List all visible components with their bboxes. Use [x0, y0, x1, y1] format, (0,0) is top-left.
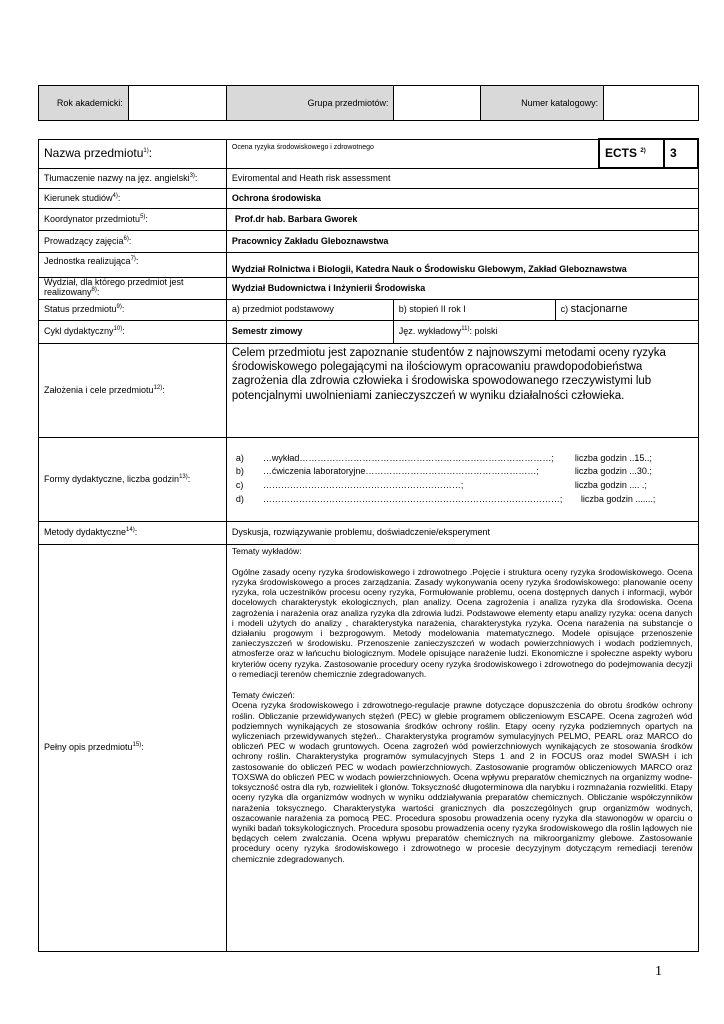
koordynator-value: Prof.dr hab. Barbara Gworek: [226, 208, 698, 230]
tlumaczenie-label: Tłumaczenie nazwy na jęz. angielski$^{3)}$:: [39, 168, 227, 188]
row-tlumaczenie: [39, 168, 699, 188]
wydzial-value: Wydział Budownictwa i Inżynierii Środowiska: [226, 277, 698, 299]
row-opis: [39, 544, 699, 951]
row-kierunek: [39, 188, 699, 208]
grupa-przedmiotow-label: Grupa przedmiotów:: [226, 86, 394, 121]
row-metody: [39, 521, 699, 544]
row-cykl: [39, 320, 699, 343]
row-zalozenia: [39, 343, 699, 437]
metody-value: Dyskusja, rozwiązywanie problemu, doświadczenie/eksperyment: [226, 521, 698, 544]
numer-katalogowy-field[interactable]: [604, 86, 699, 121]
wydzial-label: Wydział, dla którego przedmiot jest realizowany$^{8)}$:: [39, 277, 227, 299]
ects-value: 3: [664, 139, 698, 168]
row-status: [39, 299, 699, 320]
formy-item: d) ………………………………………………………………………………………; liczba godzin .......;: [235, 493, 656, 504]
tlumaczenie-value: Eviromental and Heath risk assessment: [226, 168, 698, 188]
jezyk-wykladowy: Jęz. wykładowy$^{11)}$: polski: [393, 320, 698, 343]
status-b: b) stopień II rok I: [393, 299, 555, 320]
grupa-przedmiotow-field[interactable]: [394, 86, 481, 121]
formy-item: a) …wykład…………………………………………………………………………; liczba godzin ..15..;: [235, 452, 652, 463]
cykl-label: Cykl dydaktyczny$^{10)}$:: [39, 320, 227, 343]
formy-label: Formy dydaktyczne, liczba godzin$^{13)}$:: [39, 437, 227, 521]
zalozenia-value: Celem przedmiotu jest zapoznanie studentów z najnowszymi metodami oceny ryzyka środowiskowego polegającymi na ilościowym opracowaniu prawdopodobieństwa zagrożenia dla zdrowia człowieka i środowiska spowodowanego rzeczywistymi lub potencjalnymi uwolnieniami zanieczyszczeń w wyniku działalności człowieka.: [226, 343, 698, 437]
jednostka-value: Wydział Rolnictwa i Biologii, Katedra Nauk o Środowisku Glebowym, Zakład Gleboznawstwa: [226, 252, 698, 277]
cykl-value: Semestr zimowy: [226, 320, 393, 343]
status-c: c) stacjonarne: [555, 299, 698, 320]
row-wydzial: [39, 277, 699, 299]
wyklady-title: Tematy wykładów:: [231, 545, 302, 556]
jednostka-label: Jednostka realizująca$^{7)}$:: [39, 252, 227, 277]
numer-katalogowy-label: Numer katalogowy:: [481, 86, 604, 121]
zalozenia-label: Założenia i cele przedmiotu$^{12)}$:: [39, 343, 227, 437]
rok-akademicki-field[interactable]: [128, 86, 226, 121]
metody-label: Metody dydaktyczne$^{14)}$:: [39, 521, 227, 544]
formy-item: c) …………………………………………………………; liczba godzin .... .;: [235, 480, 647, 490]
rok-akademicki-label: Rok akademicki:: [39, 86, 129, 121]
opis-label: Pełny opis przedmiotu$^{15)}$:: [39, 544, 227, 951]
cwiczenia-title: Tematy ćwiczeń:: [231, 690, 295, 701]
ects-label: ECTS $^{2)}$: [599, 139, 664, 168]
row-formy: [39, 437, 699, 521]
row-jednostka: [39, 252, 699, 277]
status-label: Status przedmiotu$^{9)}$:: [39, 299, 227, 320]
kierunek-value: Ochrona środowiska: [226, 188, 698, 208]
header-table: [38, 85, 699, 121]
opis-value: [226, 544, 698, 951]
nazwa-value: Ocena ryzyka środowiskowego i zdrowotnego: [226, 139, 599, 168]
formy-value: [226, 437, 698, 521]
row-koordynator: [39, 208, 699, 230]
row-nazwa: [39, 139, 699, 168]
wyklady-text: Ogólne zasady oceny ryzyka środowiskowego i zdrowotnego .Pojęcie i struktura oceny ryzyka środowiskowego. Ocena ryzyka środowiskowego a proces zarządzania. Zasady wykonywania oceny ryzyka środowiskowego: planowanie oceny ryzyka, rola uczestników procesu oceny ryzyka, Formułowanie problemu, ocena dostępnych danych i informacji, wybór docelowych charakterystyk ekologicznych, plan analizy. Ocena zagrożenia i analiza ryzyka dla środowiska. Ocena zagrożenia i narażenia oraz analiza ryzyka dla zdrowia ludzi. Podstawowe elementy etapu analizy ryzyka: ocena danych i modeli użytych do analizy , charakterystyka narażenia, charakterystyka ryzyka. Ocena narażenia na substancje o działaniu progowym i bezprogowym. Metody modelowania matematycznego. Modele opisujące przenoszenie zanieczyszczeń w środowisku. Przenoszenie zanieczyszczeń w wodach powierzchniowych i wodach podziemnych, atmosferze oraz w łańcuchu biologicznym. Modele opisujące narażenie ludzi. Ekonomiczne i społeczne aspekty wyboru kryteriów oceny ryzyka. Zastosowanie procedury oceny ryzyka środowiskowego i zdrowotnego do podejmowania decyzji o remediacji terenów chemicznie zdegradowanych.: [231, 566, 693, 679]
course-table: [38, 138, 699, 952]
prowadzacy-value: Pracownicy Zakładu Gleboznawstwa: [226, 230, 698, 252]
koordynator-label: Koordynator przedmiotu$^{5)}$:: [39, 208, 227, 230]
row-prowadzacy: [39, 230, 699, 252]
prowadzacy-label: Prowadzący zajęcia$^{6)}$:: [39, 230, 227, 252]
nazwa-label: Nazwa przedmiotu$^{1)}$:: [39, 139, 227, 168]
page-number: 1: [655, 964, 662, 979]
kierunek-label: Kierunek studiów$^{4)}$:: [39, 188, 227, 208]
cwiczenia-text: Ocena ryzyka środowiskowego i zdrowotnego-regulacje prawne dotyczące dopuszczenia do obrotu środków ochrony roślin. Obliczanie przewidywanych stężeń (PEC) w glebie programem obliczeniowym ESCAPE. Ocena zagrożeń wód podziemnych wynikających ze stosowania środków ochrony roślin. Etapy oceny ryzyka podziemnych opartych na wyliczeniach przewidywanych stężeń.. Charakterystyka programów symulacyjnych PELMO, PEARL oraz MARCO do obliczeń PEC w wodach gruntowych. Ocena zagrożeń wód powierzchniowych wynikających ze stosowania środków ochrony roślin. Charakterystyka programów symulacyjnych Steps 1 and 2 in FOCUS oraz model SWASH i ich zastosowanie do obliczeń PEC w wodach powierzchniowych. Zastosowanie programów obliczeniowych MARCO oraz TOXSWA do obliczeń PEC w wodach powierzchniowych. Ocena wpływu preparatów chemicznych na organizmy wodne-toksyczność ostra dla ryb, rozwielitek i glonów. Toksyczność długoterminowa dla narybku i rozmnażania rozwielitki. Etapy oceny ryzyka dla organizmów wodnych w wyniku oddziaływania preparatów chemicznych. Obliczanie współczynników narażenia toksycznego. Charakterystyka wartości granicznych dla poszczególnych grup organizmów wodnych, oszacowanie narażenia za pomocą PEC. Procedura sposobu prowadzenia oceny ryzyka dla stawonogów w oparciu o wyniki badań toksykologicznych. Procedura sposobu prowadzenia oceny ryzyka środowiskowego dla roślin lądowych nie będących celem zwalczania. Ocena wpływu preparatów chemicznych na mikroorganizmy glebowe. Zastosowanie procedury oceny ryzyka środowiskowego i zdrowotnego w procesie decyzyjnym dotyczącym remediacji terenów chemicznie zdegradowanych.: [231, 700, 693, 864]
status-a: a) przedmiot podstawowy: [226, 299, 393, 320]
formy-item: b) …ćwiczenia laboratoryjne…………………………………………………; liczba godzin ...30.;: [235, 466, 652, 477]
